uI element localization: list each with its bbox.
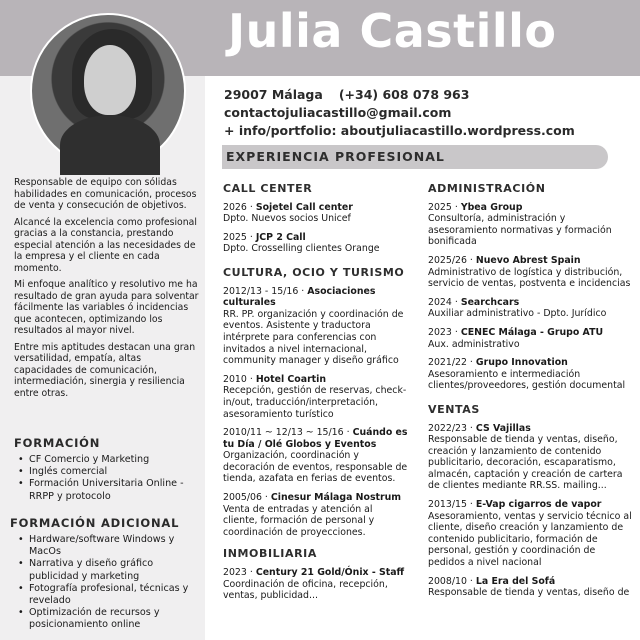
experience-banner bbox=[222, 145, 608, 169]
section-title: VENTAS bbox=[428, 402, 480, 416]
profile-paragraph: Mi enfoque analítico y resolutivo me ha resultado de gran ayuda para solventar fácilmente las variables ó incidencias que acontecen, optimizando los resultados al mayor nivel. bbox=[14, 279, 199, 336]
experience-entry: 2021/22 · Grupo Innovation Asesoramiento e intermediación clientes/proveedores, gestión documental bbox=[428, 357, 626, 392]
profile-paragraph: Responsable de equipo con sólidas habilidades en comunicación, procesos de venta y consecución de objetivos. bbox=[14, 177, 197, 211]
list-item: • Hardware/software Windows y MacOs bbox=[18, 534, 204, 558]
section-title: INMOBILIARIA bbox=[223, 547, 317, 561]
list-item: • Fotografía profesional, técnicas y revelado bbox=[18, 583, 204, 607]
profile-paragraph: Entre mis aptitudes destacan una gran versatilidad, empatía, altas capacidades de comunicación, intermediación, sinergia y resiliencia entre otras. bbox=[14, 341, 196, 399]
portfolio: + info/portfolio: aboutjuliacastillo.wordpress.com bbox=[224, 123, 575, 138]
phone: (+34) 608 078 963 bbox=[338, 87, 470, 102]
section-title: ADMINISTRACIÓN bbox=[428, 182, 546, 195]
experience-entry: 2023 · Century 21 Gold/Ónix - Staff Coordinación de oficina, recepción, ventas, publicidad... bbox=[223, 567, 405, 602]
contact-block bbox=[224, 86, 575, 140]
experience-entry: 2024 · Searchcars Auxiliar administrativo - Dpto. Jurídico bbox=[428, 296, 607, 320]
experience-entry: 2023 · CENEC Málaga - Grupo ATU Aux. administrativo bbox=[428, 326, 604, 350]
email: contactojuliacastillo@gmail.com bbox=[224, 105, 452, 120]
experience-entry: 2013/15 · E-Vap cigarros de vapor Asesoramiento, ventas y servicio técnico al cliente, diseño creación y lanzamiento de contenido publicitario, formación de personal, gestión y coordinación de pedidos a nivel nacional bbox=[428, 499, 632, 569]
experience-title: EXPERIENCIA PROFESIONAL bbox=[226, 149, 445, 164]
formacion-adicional-title: FORMACIÓN ADICIONAL bbox=[10, 516, 180, 530]
section-title: CALL CENTER bbox=[223, 182, 313, 195]
list-item: • Formación Universitaria Online - RRPP y protocolo bbox=[18, 478, 204, 502]
experience-entry: 2025 · Ybea Group Consultoría, administración y asesoramiento normativas y formación bonificada bbox=[428, 201, 612, 248]
location: 29007 Málaga bbox=[224, 87, 323, 102]
profile-paragraph: Alcancé la excelencia como profesional gracias a la constancia, prestando especial atención a las necesidades de la empresa y el cliente en cada momento. bbox=[14, 216, 197, 274]
profile-summary bbox=[14, 177, 200, 404]
experience-entry: 2012/13 - 15/16 · Asociaciones culturales RR. PP. organización y coordinación de eventos. Asistente y traductora intérprete para conferencias con invitados a nivel internacional, community manager y diseño gráfico bbox=[223, 285, 404, 367]
experience-right-column bbox=[428, 183, 634, 606]
list-item: • CF Comercio y Marketing bbox=[18, 454, 204, 466]
list-item: • Inglés comercial bbox=[18, 466, 204, 478]
experience-entry: 2005/06 · Cinesur Málaga Nostrum Venta de entradas y atención al cliente, formación de personal y coordinación de proyecciones. bbox=[223, 492, 402, 538]
formacion-list bbox=[18, 454, 204, 503]
experience-entry: 2026 · Sojetel Call center Dpto. Nuevos socios Unicef bbox=[223, 201, 353, 225]
candidate-name: Julia Castillo bbox=[228, 4, 557, 58]
formacion-title: FORMACIÓN bbox=[14, 436, 101, 450]
experience-entry: 2010 · Hotel Coartin Recepción, gestión de reservas, check-in/out, traducción/interpretación, asesoramiento turístico bbox=[223, 373, 407, 420]
experience-entry: 2025 · JCP 2 Call Dpto. Crosselling clientes Orange bbox=[223, 231, 380, 255]
formacion-adicional-list bbox=[18, 534, 204, 632]
list-item: • Optimización de recursos y posicionamiento online bbox=[18, 607, 204, 631]
experience-entry: 2025/26 · Nuevo Abrest Spain Administrativo de logística y distribución, servicio de ventas, postventa e incidencias bbox=[428, 254, 631, 290]
list-item: • Narrativa y diseño gráfico publicidad y marketing bbox=[18, 558, 204, 582]
experience-left-column bbox=[223, 183, 409, 609]
section-title: CULTURA, OCIO Y TURISMO bbox=[223, 265, 405, 279]
experience-entry: 2010/11 ~ 12/13 ~ 15/16 · Cuándo es tu Día / Olé Globos y Eventos Organización, coordinación y decoración de eventos, responsable de tienda, azafata en ferias de eventos. bbox=[223, 427, 408, 485]
experience-entry: 2022/23 · CS Vajillas Responsable de tienda y ventas, diseño, creación y lanzamiento de contenido publicitario, decoración, escaparatismo, almacén, captación y creación de cartera de clientes mediante RR.SS. mailing... bbox=[428, 422, 623, 492]
profile-photo bbox=[30, 13, 186, 169]
experience-entry: 2008/10 · La Era del Sofá Responsable de tienda y ventas, diseño de bbox=[428, 575, 630, 599]
